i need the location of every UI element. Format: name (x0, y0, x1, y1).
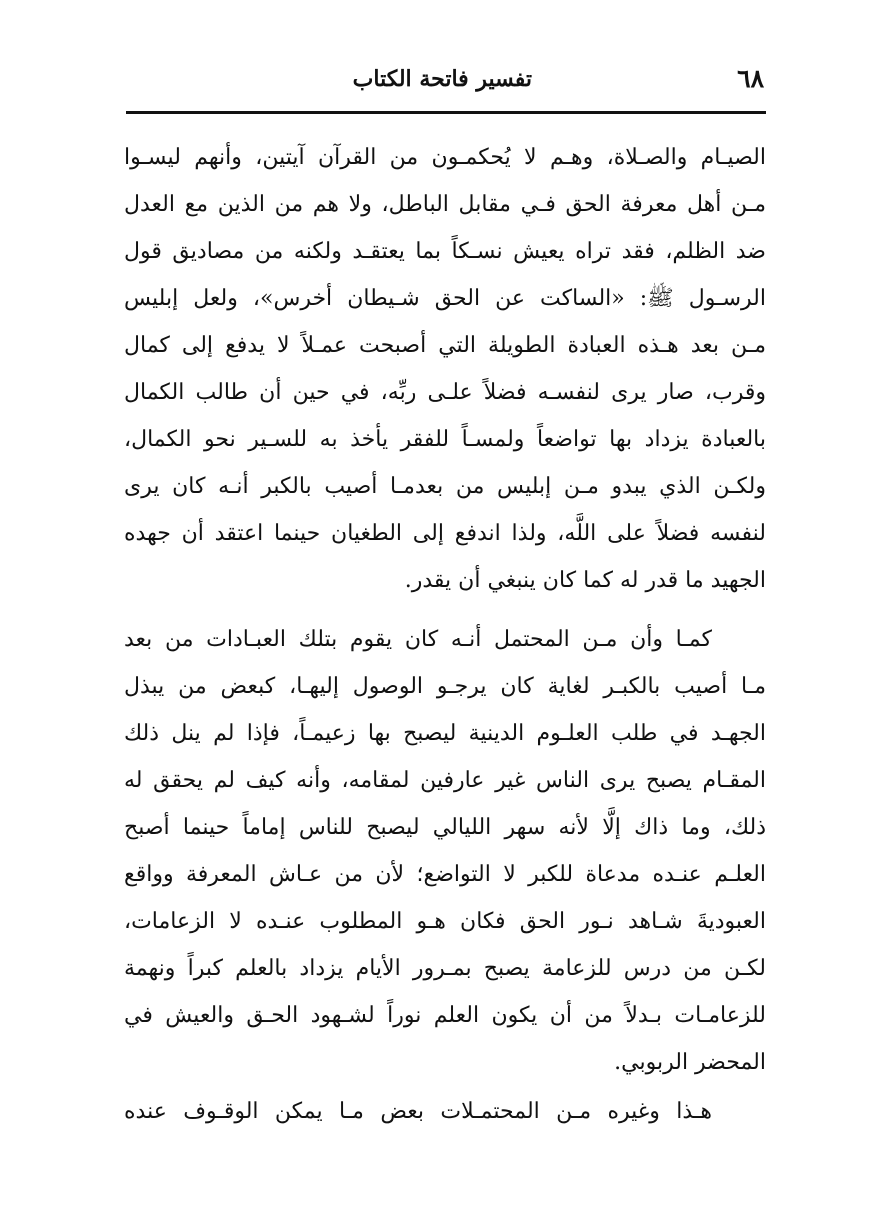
text-line: مـا أصيب بالكبـر لغاية كان يرجـو الوصول إليهـا، كبعض من يبذل (124, 674, 766, 699)
paragraph-3 (124, 1088, 766, 1135)
text-line: هـذا وغيره مـن المحتمـلات بعض مـا يمكن الوقـوف عنده (124, 1099, 712, 1124)
text-line: الصيـام والصـلاة، وهـم لا يُحكمـون من القرآن آيتين، وأنهم ليسـوا (124, 145, 766, 170)
text-line: ولكـن الذي يبدو مـن إبليس من بعدمـا أصيب بالكبر أنـه كان يرى (124, 474, 766, 499)
paragraph-1 (124, 134, 766, 604)
text-line: بالعبادة يزداد بها تواضعاً ولمسـاً للفقر يأخذ به للسـير نحو الكمال، (124, 427, 766, 452)
text-line: ضد الظلم، فقد تراه يعيش نسـكاً بما يعتقـد ولكنه من مصاديق قول (124, 239, 766, 264)
text-line: المقـام يصبح يرى الناس غير عارفين لمقامه، وأنه كيف لم يحقق له (124, 768, 766, 793)
running-title: تفسير فاتحة الكتاب (352, 66, 532, 92)
page-header (124, 60, 764, 106)
text-line: مـن أهل معرفة الحق فـي مقابل الباطل، ولا هم من الذين مع العدل (124, 192, 766, 217)
body-text (124, 134, 766, 1135)
text-line: الجهيد ما قدر له كما كان ينبغي أن يقدر. (404, 568, 766, 593)
text-line: مـن بعد هـذه العبادة الطويلة التي أصبحت عمـلاً لا يدفع إلى كمال (124, 333, 766, 358)
text-line: المحضر الربوبي. (614, 1050, 766, 1075)
paragraph-2 (124, 616, 766, 1086)
text-line: كمـا وأن مـن المحتمل أنـه كان يقوم بتلك العبـادات من بعد (124, 627, 712, 652)
text-line: الرسـول ﷺ: «الساكت عن الحق شـيطان أخرس»، ولعل إبليس (124, 286, 766, 311)
text-line: لكـن من درس للزعامة يصبح بمـرور الأيام يزداد بالعلم كبراً ونهمة (124, 956, 766, 981)
text-line: ذلك، وما ذاك إلَّا لأنه سهر الليالي ليصبح للناس إماماً حينما أصبح (124, 815, 766, 840)
text-line: العبوديةَ شـاهد نـور الحق فكان هـو المطلوب عنـده لا الزعامات، (124, 909, 766, 934)
text-line: الجهـد في طلب العلـوم الدينية ليصبح بها زعيمـاً، فإذا لم ينل ذلك (124, 721, 766, 746)
text-line: وقرب، صار يرى لنفسـه فضلاً علـى ربِّه، في حين أن طالب الكمال (124, 380, 766, 405)
paragraph-spacer (124, 604, 766, 616)
text-line: لنفسه فضلاً على اللَّه، ولذا اندفع إلى الطغيان حينما اعتقد أن جهده (124, 521, 766, 546)
page-number: ٦٨ (737, 64, 764, 93)
text-line: العلـم عنـده مدعاة للكبر لا التواضع؛ لأن من عـاش المعرفة وواقع (124, 862, 766, 887)
header-divider (126, 111, 766, 114)
text-line: للزعامـات بـدلاً من أن يكون العلم نوراً لشـهود الحـق والعيش في (124, 1003, 766, 1028)
